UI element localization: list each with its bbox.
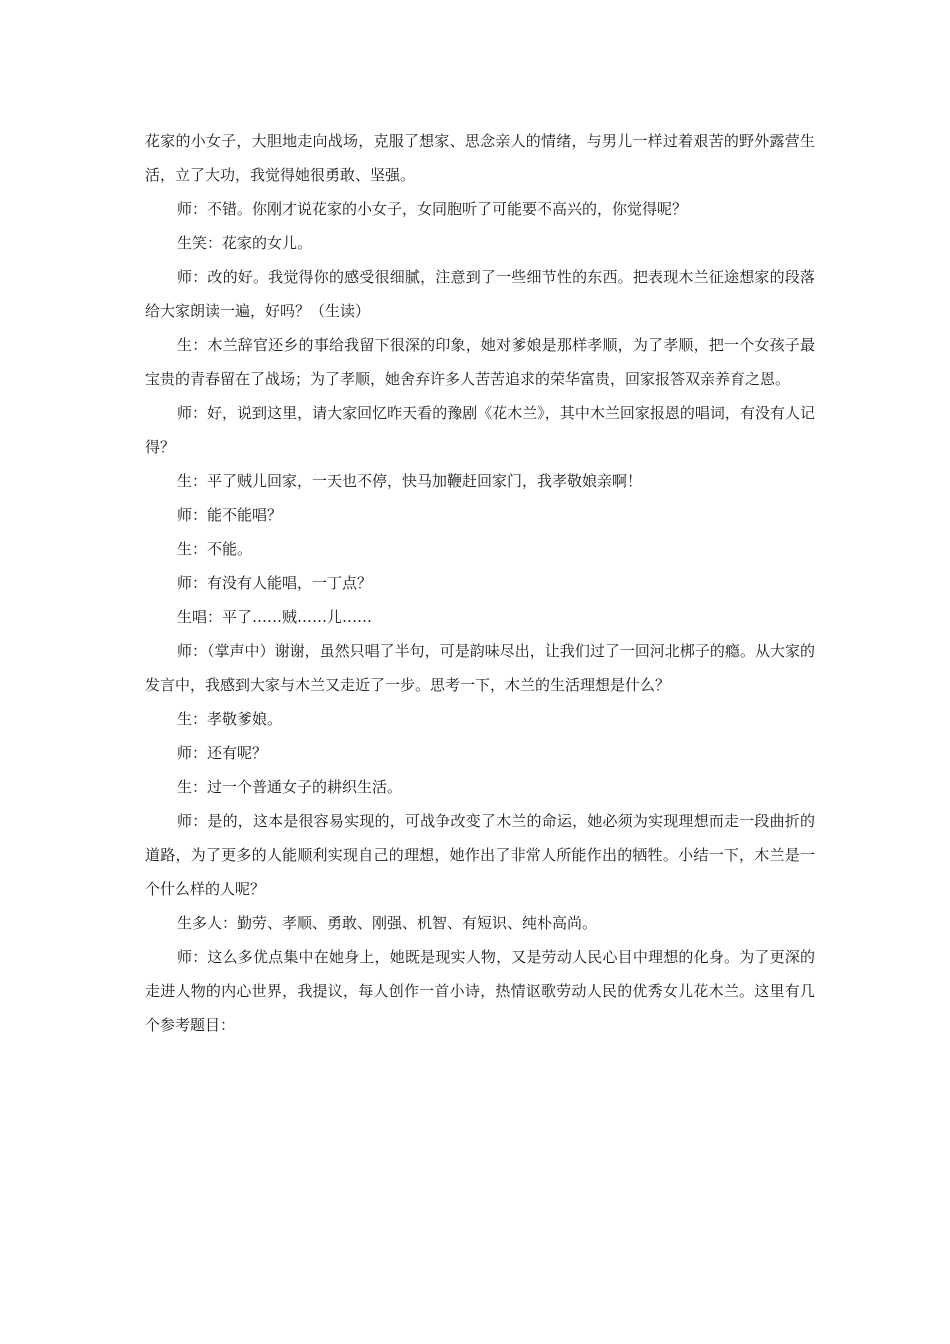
paragraph: 师：能不能唱？ <box>177 506 283 524</box>
paragraph: 师：不错。你刚才说花家的小女子，女同胞听了可能要不高兴的，你觉得呢？ <box>177 200 688 218</box>
paragraph: 师：（掌声中）谢谢，虽然只唱了半句，可是韵味尽出，让我们过了一回河北梆子的瘾。从大家的发言中，我感到大家与木兰又走近了一步。思考一下，木兰的生活理想是什么？ <box>145 642 815 694</box>
paragraph: 师：改的好。我觉得你的感受很细腻，注意到了一些细节性的东西。把表现木兰征途想家的段落给大家朗读一遍，好吗？（生读） <box>145 268 815 320</box>
paragraph: 生笑：花家的女儿。 <box>177 234 313 252</box>
paragraph: 花家的小女子，大胆地走向战场，克服了想家、思念亲人的情绪，与男儿一样过着艰苦的野外露营生活，立了大功，我觉得她很勇敢、坚强。 <box>145 132 815 184</box>
paragraph: 师：是的，这本是很容易实现的，可战争改变了木兰的命运，她必须为实现理想而走一段曲折的道路，为了更多的人能顺利实现自己的理想，她作出了非常人所能作出的牺牲。小结一下，木兰是一个什么样的人呢？ <box>145 812 815 898</box>
paragraph: 生多人：勤劳、孝顺、勇敢、刚强、机智、有短识、纯朴高尚。 <box>177 914 598 932</box>
paragraph: 生唱：平了……贼……儿…… <box>177 608 373 626</box>
paragraph: 生：过一个普通女子的耕织生活。 <box>177 778 403 796</box>
document-body <box>145 124 815 1042</box>
paragraph: 师：好，说到这里，请大家回忆昨天看的豫剧《花木兰》，其中木兰回家报恩的唱词，有没有人记得？ <box>145 404 815 456</box>
paragraph: 生：孝敬爹娘。 <box>177 710 283 728</box>
paragraph: 师：有没有人能唱，一丁点？ <box>177 574 373 592</box>
paragraph: 生：不能。 <box>177 540 253 558</box>
paragraph: 生：平了贼儿回家，一天也不停，快马加鞭赶回家门，我孝敬娘亲啊！ <box>177 472 643 490</box>
paragraph: 师：这么多优点集中在她身上，她既是现实人物，又是劳动人民心目中理想的化身。为了更深的走进人物的内心世界，我提议，每人创作一首小诗，热情讴歌劳动人民的优秀女儿花木兰。这里有几个参考题目： <box>145 948 815 1034</box>
paragraph: 生：木兰辞官还乡的事给我留下很深的印象，她对爹娘是那样孝顺，为了孝顺，把一个女孩子最宝贵的青春留在了战场；为了孝顺，她舍弃许多人苦苦追求的荣华富贵，回家报答双亲养育之恩。 <box>145 336 815 388</box>
paragraph: 师：还有呢？ <box>177 744 268 762</box>
